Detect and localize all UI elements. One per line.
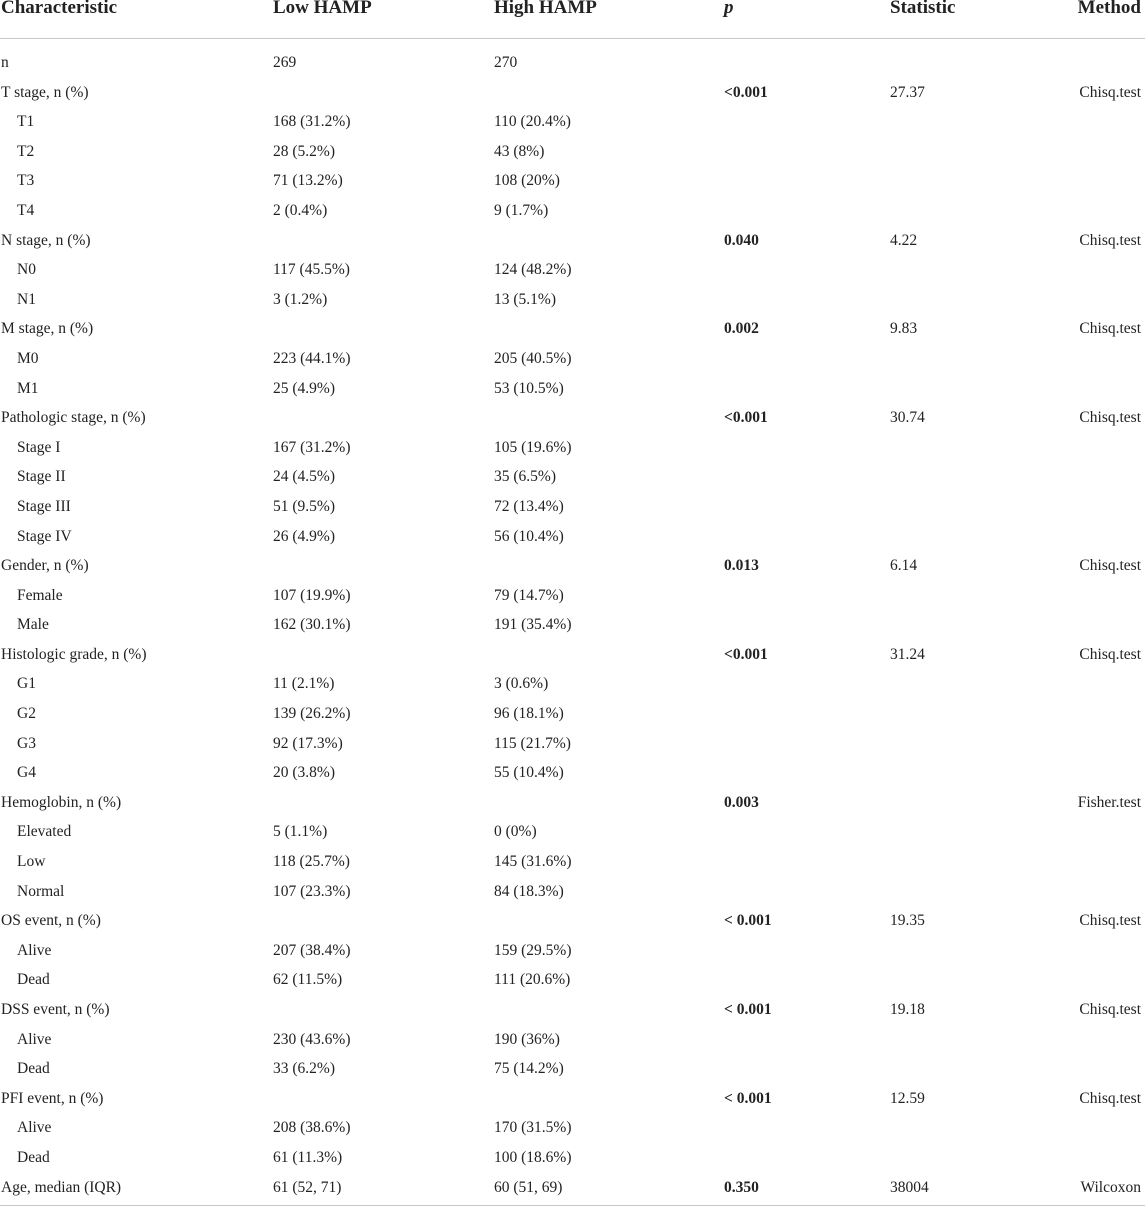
cell-low-hamp: 20 (3.8%): [273, 764, 335, 782]
cell-characteristic: n: [1, 54, 9, 71]
cell-high-hamp: 115 (21.7%): [494, 734, 571, 752]
table-row: [0, 226, 1145, 256]
table-row: [0, 1113, 1145, 1143]
table-row: [0, 492, 1145, 522]
cell-characteristic: PFI event, n (%): [1, 1089, 104, 1107]
table-row: [0, 817, 1145, 847]
cell-high-hamp: 108 (20%): [494, 172, 560, 190]
cell-high-hamp: 190 (36%): [494, 1030, 560, 1048]
cell-method: Chisq.test: [1079, 83, 1141, 101]
cell-method: Chisq.test: [1079, 409, 1141, 427]
cell-p-value: < 0.001: [724, 1001, 772, 1018]
header-p-value: p: [724, 0, 734, 18]
cell-high-hamp: 9 (1.7%): [494, 201, 549, 219]
cell-characteristic: Elevated: [17, 823, 72, 841]
cell-characteristic: Stage II: [17, 468, 66, 486]
cell-p-value: <0.001: [724, 645, 768, 663]
cell-statistic: 19.35: [890, 912, 925, 930]
cell-p-value: <0.001: [724, 83, 768, 101]
table-row: [0, 107, 1145, 137]
table-row: [0, 699, 1145, 729]
cell-characteristic: Alive: [17, 1030, 52, 1048]
table-row: [0, 433, 1145, 463]
cell-low-hamp: 162 (30.1%): [273, 616, 351, 634]
cell-high-hamp: 105 (19.6%): [494, 438, 572, 456]
cell-characteristic: DSS event, n (%): [1, 1001, 110, 1018]
cell-method: Wilcoxon: [1080, 1178, 1141, 1196]
cell-high-hamp: 191 (35.4%): [494, 616, 572, 634]
cell-low-hamp: 269: [273, 54, 297, 71]
cell-p-value: <0.001: [724, 409, 768, 427]
cell-characteristic: Dead: [17, 1060, 50, 1078]
table-row: [0, 137, 1145, 167]
cell-low-hamp: 62 (11.5%): [273, 971, 343, 989]
cell-p-value: < 0.001: [724, 912, 772, 930]
table-row: [0, 196, 1145, 226]
cell-characteristic: M0: [17, 349, 39, 367]
table-row: [0, 1143, 1145, 1173]
cell-characteristic: Pathologic stage, n (%): [1, 409, 146, 427]
cell-low-hamp: 117 (45.5%): [273, 261, 350, 279]
cell-p-value: 0.040: [724, 231, 759, 249]
cell-method: Chisq.test: [1079, 1089, 1141, 1107]
table-row: [0, 936, 1145, 966]
table-body: [0, 39, 1145, 1202]
bottom-rule: [0, 1205, 1145, 1206]
cell-high-hamp: 75 (14.2%): [494, 1060, 564, 1078]
table-header: [0, 0, 1145, 39]
cell-high-hamp: 145 (31.6%): [494, 853, 572, 871]
cell-characteristic: T3: [17, 172, 35, 190]
cell-method: Chisq.test: [1079, 1001, 1141, 1018]
cell-low-hamp: 230 (43.6%): [273, 1030, 351, 1048]
cell-characteristic: OS event, n (%): [1, 912, 101, 930]
table-row: [0, 522, 1145, 552]
cell-high-hamp: 56 (10.4%): [494, 527, 564, 545]
cell-statistic: 9.83: [890, 320, 918, 338]
cell-high-hamp: 270: [494, 54, 518, 71]
cell-statistic: 4.22: [890, 231, 918, 249]
cell-p-value: < 0.001: [724, 1089, 772, 1107]
cell-low-hamp: 5 (1.1%): [273, 823, 328, 841]
cell-characteristic: Dead: [17, 971, 50, 989]
table-row: [0, 166, 1145, 196]
cell-method: Chisq.test: [1079, 645, 1141, 663]
cell-statistic: 30.74: [890, 409, 925, 427]
cell-high-hamp: 43 (8%): [494, 142, 545, 160]
cell-low-hamp: 107 (23.3%): [273, 882, 351, 900]
cell-method: Chisq.test: [1079, 231, 1141, 249]
table-row: [0, 1025, 1145, 1055]
cell-characteristic: Alive: [17, 941, 52, 959]
cell-statistic: 6.14: [890, 557, 918, 575]
cell-characteristic: N1: [17, 290, 36, 308]
table-row: [0, 729, 1145, 759]
cell-low-hamp: 24 (4.5%): [273, 468, 335, 486]
table-row: [0, 403, 1145, 433]
cell-high-hamp: 79 (14.7%): [494, 586, 564, 604]
table-row: [0, 906, 1145, 936]
table-row: [0, 788, 1145, 818]
cell-characteristic: N stage, n (%): [1, 231, 91, 249]
cell-characteristic: Hemoglobin, n (%): [1, 793, 122, 811]
cell-high-hamp: 53 (10.5%): [494, 379, 564, 397]
cell-characteristic: Low: [17, 853, 46, 871]
table-row: [0, 669, 1145, 699]
table-row: [0, 255, 1145, 285]
cell-p-value: 0.002: [724, 320, 759, 338]
cell-low-hamp: 11 (2.1%): [273, 675, 335, 693]
table-row: [0, 1173, 1145, 1203]
cell-characteristic: Gender, n (%): [1, 557, 89, 575]
table-row: [0, 1054, 1145, 1084]
table-row: [0, 462, 1145, 492]
cell-characteristic: G1: [17, 675, 36, 693]
cell-low-hamp: 92 (17.3%): [273, 734, 343, 752]
cell-low-hamp: 207 (38.4%): [273, 941, 351, 959]
table-row: [0, 48, 1145, 78]
cell-characteristic: Alive: [17, 1119, 52, 1137]
cell-method: Chisq.test: [1079, 912, 1141, 930]
cell-statistic: 12.59: [890, 1089, 925, 1107]
table-row: [0, 1084, 1145, 1114]
cell-high-hamp: 124 (48.2%): [494, 261, 572, 279]
cell-characteristic: Histologic grade, n (%): [1, 645, 147, 663]
cell-characteristic: Male: [17, 616, 49, 634]
cell-high-hamp: 96 (18.1%): [494, 705, 564, 723]
cell-low-hamp: 139 (26.2%): [273, 705, 351, 723]
cell-high-hamp: 170 (31.5%): [494, 1119, 572, 1137]
cell-characteristic: G4: [17, 764, 36, 782]
cell-statistic: 38004: [890, 1178, 929, 1196]
cell-high-hamp: 84 (18.3%): [494, 882, 564, 900]
cell-high-hamp: 60 (51, 69): [494, 1178, 563, 1196]
cell-high-hamp: 111 (20.6%): [494, 971, 571, 989]
cell-characteristic: Stage IV: [17, 527, 72, 545]
cell-characteristic: Age, median (IQR): [1, 1178, 122, 1196]
header-method: Method: [1077, 0, 1141, 18]
cell-characteristic: G2: [17, 705, 36, 723]
cell-p-value: 0.003: [724, 793, 759, 811]
table-row: [0, 640, 1145, 670]
table-row: [0, 551, 1145, 581]
table-row: [0, 965, 1145, 995]
cell-characteristic: Stage III: [17, 497, 71, 515]
cell-characteristic: Stage I: [17, 438, 61, 456]
cell-method: Chisq.test: [1079, 557, 1141, 575]
cell-high-hamp: 35 (6.5%): [494, 468, 556, 486]
cell-high-hamp: 100 (18.6%): [494, 1148, 572, 1166]
cell-high-hamp: 3 (0.6%): [494, 675, 549, 693]
cell-statistic: 19.18: [890, 1001, 925, 1018]
cell-statistic: 31.24: [890, 645, 925, 663]
cell-low-hamp: 223 (44.1%): [273, 349, 351, 367]
cell-low-hamp: 208 (38.6%): [273, 1119, 351, 1137]
cell-low-hamp: 2 (0.4%): [273, 201, 328, 219]
table-row: [0, 344, 1145, 374]
cell-characteristic: G3: [17, 734, 36, 752]
cell-low-hamp: 71 (13.2%): [273, 172, 343, 190]
cell-characteristic: Female: [17, 586, 63, 604]
cell-characteristic: Normal: [17, 882, 65, 900]
cell-characteristic: T2: [17, 142, 35, 160]
table-row: [0, 78, 1145, 108]
cell-low-hamp: 3 (1.2%): [273, 290, 328, 308]
header-statistic: Statistic: [890, 0, 956, 18]
cell-low-hamp: 107 (19.9%): [273, 586, 351, 604]
cell-high-hamp: 55 (10.4%): [494, 764, 564, 782]
cell-low-hamp: 51 (9.5%): [273, 497, 335, 515]
table-row: [0, 314, 1145, 344]
cell-characteristic: M stage, n (%): [1, 320, 94, 338]
cell-statistic: 27.37: [890, 83, 925, 101]
cell-low-hamp: 167 (31.2%): [273, 438, 351, 456]
cell-high-hamp: 0 (0%): [494, 823, 537, 841]
cell-low-hamp: 33 (6.2%): [273, 1060, 335, 1078]
cell-method: Chisq.test: [1079, 320, 1141, 338]
cell-low-hamp: 26 (4.9%): [273, 527, 335, 545]
header-low-hamp: Low HAMP: [273, 0, 372, 18]
table-row: [0, 581, 1145, 611]
cell-characteristic: T stage, n (%): [1, 83, 89, 101]
cell-high-hamp: 110 (20.4%): [494, 113, 571, 131]
header-high-hamp: High HAMP: [494, 0, 597, 18]
cell-high-hamp: 13 (5.1%): [494, 290, 556, 308]
table-row: [0, 374, 1145, 404]
table-row: [0, 847, 1145, 877]
cell-high-hamp: 205 (40.5%): [494, 349, 572, 367]
cell-p-value: 0.013: [724, 557, 759, 575]
cell-characteristic: M1: [17, 379, 39, 397]
cell-characteristic: Dead: [17, 1148, 50, 1166]
table-row: [0, 995, 1145, 1025]
cell-characteristic: T1: [17, 113, 35, 131]
cell-low-hamp: 25 (4.9%): [273, 379, 335, 397]
table-row: [0, 877, 1145, 907]
cell-low-hamp: 61 (52, 71): [273, 1178, 342, 1196]
cell-low-hamp: 118 (25.7%): [273, 853, 350, 871]
table-row: [0, 285, 1145, 315]
cell-high-hamp: 159 (29.5%): [494, 941, 572, 959]
cell-high-hamp: 72 (13.4%): [494, 497, 564, 515]
table-row: [0, 610, 1145, 640]
cell-low-hamp: 168 (31.2%): [273, 113, 351, 131]
cell-low-hamp: 28 (5.2%): [273, 142, 335, 160]
cell-characteristic: T4: [17, 201, 35, 219]
cell-p-value: 0.350: [724, 1178, 759, 1196]
cell-method: Fisher.test: [1077, 793, 1141, 811]
table-row: [0, 758, 1145, 788]
header-characteristic: Characteristic: [1, 0, 118, 18]
cell-low-hamp: 61 (11.3%): [273, 1148, 343, 1166]
cell-characteristic: N0: [17, 261, 36, 279]
